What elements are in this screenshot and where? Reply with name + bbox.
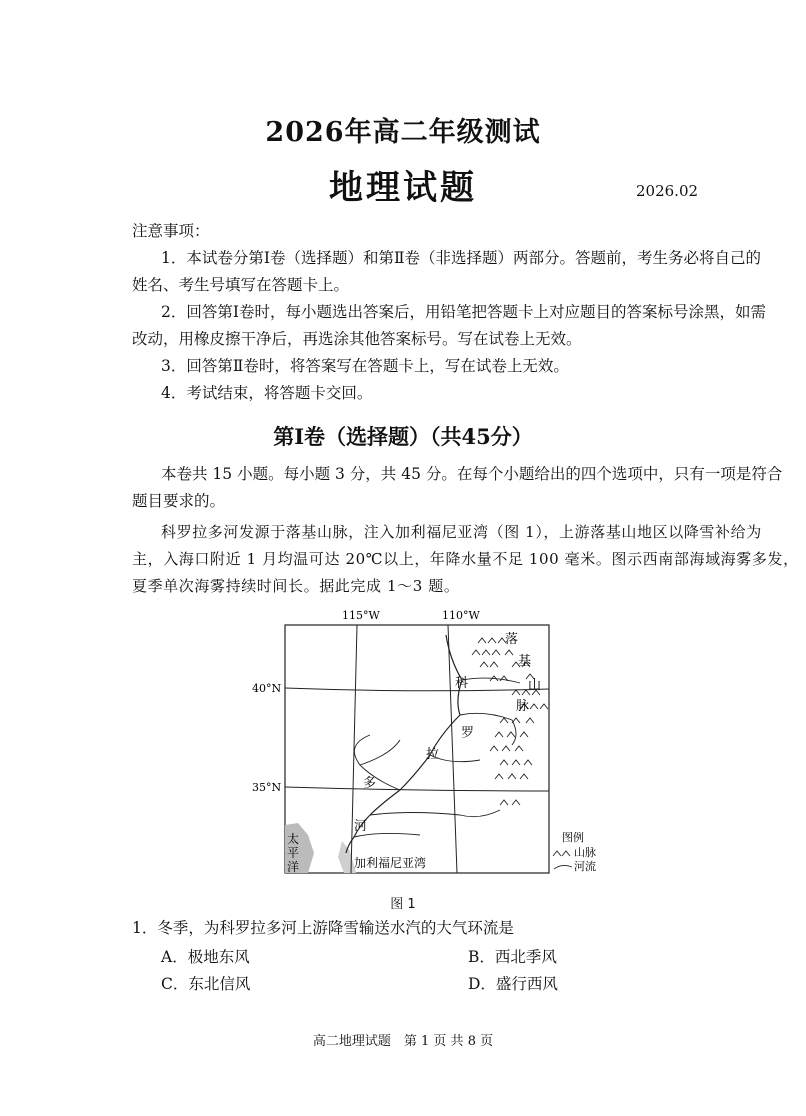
tributary — [462, 678, 520, 683]
river-char: 多 — [363, 776, 377, 791]
lat-line-35 — [285, 787, 549, 791]
option-b: B．西北季风 — [468, 948, 557, 966]
legend-mountain-label: 山脉 — [574, 846, 596, 859]
exam-title: 2026年高二年级测试 — [265, 117, 541, 148]
river-char: 河 — [354, 819, 368, 834]
tributary — [370, 810, 500, 817]
exam-date: 2026.02 — [636, 182, 699, 200]
tributary — [354, 735, 370, 765]
subject-title: 地理试题 — [329, 168, 477, 208]
ocean-label: 太 — [287, 832, 300, 846]
figure-map — [250, 605, 610, 895]
mountain-char: 基 — [518, 654, 532, 669]
passage-line: 主，入海口附近 1 月均温可达 20℃以上，年降水量不足 100 毫米。图示西南部海域海雾多发， — [132, 550, 799, 568]
notice-line: 3．回答第Ⅱ卷时，将答案写在答题卡上，写在试卷上无效。 — [161, 357, 569, 375]
river-char: 科 — [455, 676, 469, 691]
section-title: 第Ⅰ卷（选择题）（共45分） — [273, 424, 533, 449]
legend-river-icon — [554, 865, 572, 869]
section-intro: 本卷共 15 小题。每小题 3 分，共 45 分。在每个小题给出的四个选项中，只有一项是符合 — [161, 465, 783, 483]
passage-line: 夏季单次海雾持续时间长。据此完成 1～3 题。 — [132, 577, 460, 595]
mountain-char: 山 — [528, 678, 542, 693]
river-char: 罗 — [461, 726, 475, 741]
section-intro: 题目要求的。 — [132, 492, 226, 510]
option-d: D．盛行西风 — [468, 975, 558, 993]
river-char: 拉 — [426, 747, 440, 762]
mountain-symbols — [472, 638, 548, 805]
lat-label: 40°N — [252, 682, 282, 695]
notice-line: 4．考试结束，将答题卡交回。 — [161, 384, 373, 402]
notice-line: 1．本试卷分第Ⅰ卷（选择题）和第Ⅱ卷（非选择题）两部分。答题前，考生务必将自己的 — [161, 249, 762, 267]
ocean-label: 洋 — [287, 860, 300, 874]
notice-line: 2．回答第Ⅰ卷时，每小题选出答案后，用铅笔把答题卡上对应题目的答案标号涂黑，如需 — [161, 303, 766, 321]
gulf-label: 加利福尼亚湾 — [354, 856, 427, 870]
legend-title: 图例 — [562, 831, 584, 844]
lon-label: 115°W — [342, 609, 380, 622]
legend-mountain-icon — [553, 851, 570, 856]
lat-line-40 — [285, 688, 549, 691]
map-frame — [285, 625, 549, 873]
mountain-char: 落 — [505, 632, 519, 647]
passage-line: 科罗拉多河发源于落基山脉，注入加利福尼亚湾（图 1），上游落基山地区以降雪补给为 — [161, 523, 762, 541]
notice-heading: 注意事项： — [132, 222, 210, 240]
lat-label: 35°N — [252, 781, 282, 794]
option-c: C．东北信风 — [161, 975, 251, 993]
map-svg — [250, 605, 610, 895]
legend-river-label: 河流 — [574, 860, 596, 873]
lon-line-110 — [448, 625, 457, 873]
option-a: A．极地东风 — [161, 948, 250, 966]
figure-caption: 图 1 — [390, 897, 416, 912]
mountain-char: 脉 — [516, 699, 530, 714]
page-footer: 高二地理试题 第 1 页 共 8 页 — [312, 1034, 494, 1049]
question-stem: 1．冬季，为科罗拉多河上游降雪输送水汽的大气环流是 — [132, 919, 514, 937]
ocean-label: 平 — [287, 846, 300, 860]
notice-line: 改动，用橡皮擦干净后，再选涂其他答案标号。写在试卷上无效。 — [132, 330, 582, 348]
notice-line: 姓名、考生号填写在答题卡上。 — [132, 276, 350, 294]
lon-label: 110°W — [442, 609, 480, 622]
